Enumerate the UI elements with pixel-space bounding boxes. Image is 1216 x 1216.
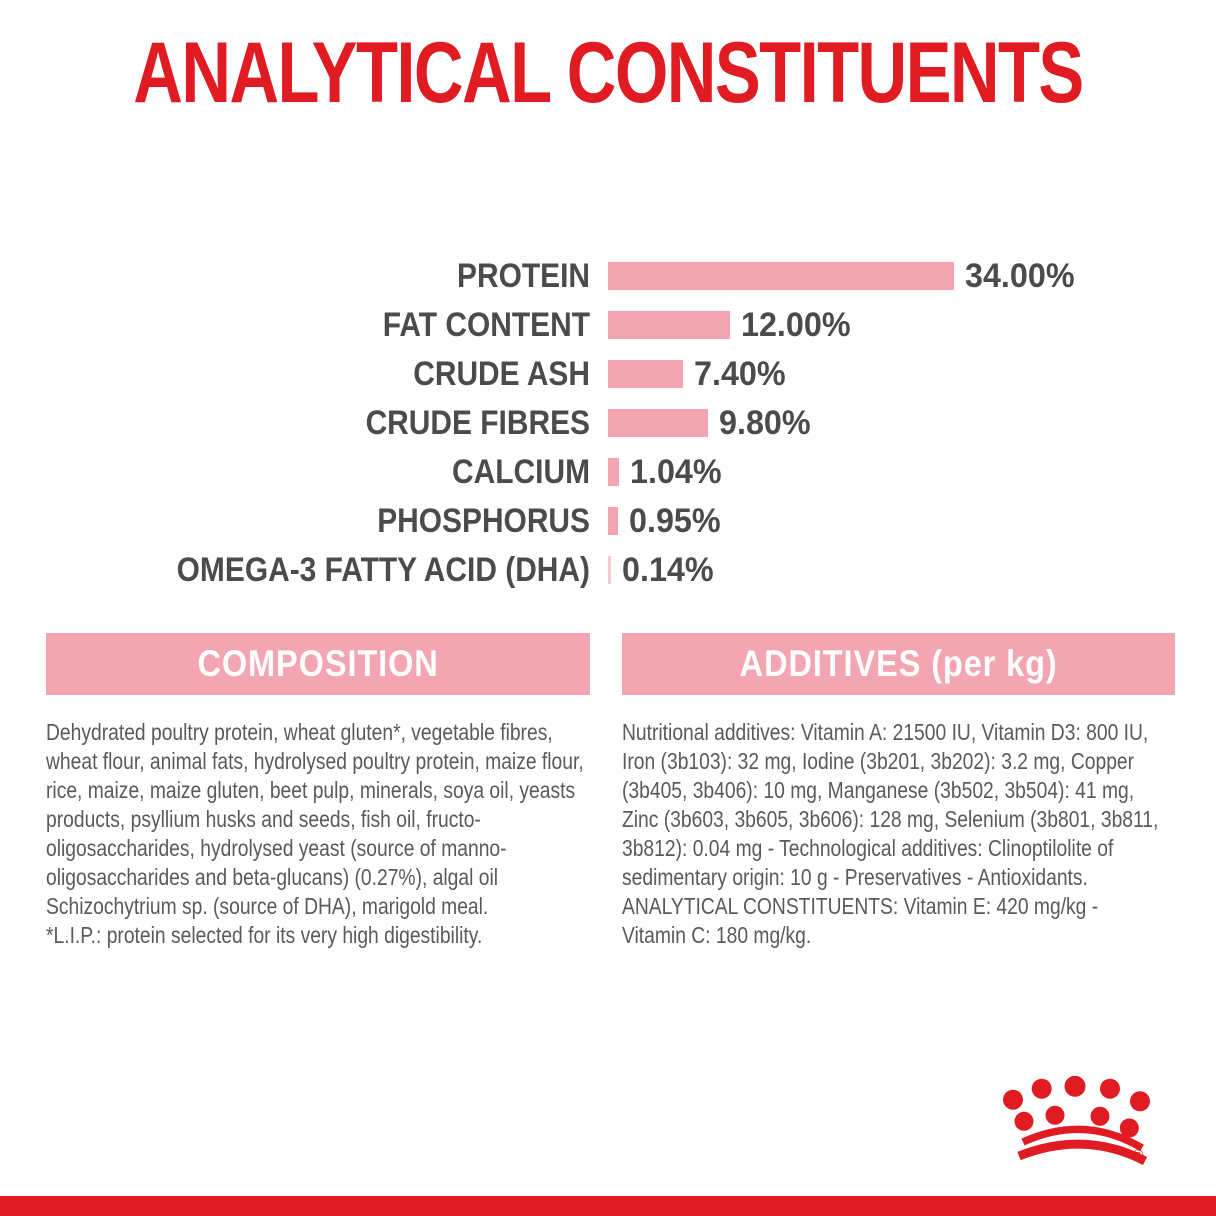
bar-chart-rows — [0, 256, 1120, 589]
chart-category-label: CALCIUM — [452, 452, 590, 491]
composition-header — [46, 633, 590, 695]
composition-body: Dehydrated poultry protein, wheat gluten*, vegetable fibres, wheat flour, animal fats, hydrolysed poultry protein, maize flour, rice, maize, maize gluten, beet pulp, minerals, soya oil, yeasts products, psyllium husks and seeds, fish oil, fructo-oligosaccharides, hydrolysed yeast (source of manno-oligosaccharides and beta-glucans) (0.27%), algal oil Schizochytrium sp. (source of DHA), marigold meal. — [46, 719, 584, 919]
chart-bar — [608, 311, 730, 339]
additives-body: Nutritional additives: Vitamin A: 21500 IU, Vitamin D3: 800 IU, Iron (3b103): 32 mg, Iodine (3b201, 3b202): 3.2 mg, Copper (3b405, 3b406): 10 mg, Manganese (3b502, 3b504): 41 mg, Zinc (3b603, 3b605, 3b606): 128 mg, Selenium (3b801, 3b811, 3b812): 0.04 mg - Technological additives: Clinoptilolite of sedimentary origin: 10 g - Preservatives - Antioxidants. — [622, 719, 1159, 890]
chart-value-label: 12.00% — [741, 305, 851, 344]
chart-category-label: FAT CONTENT — [382, 305, 590, 344]
chart-category-label: PHOSPHORUS — [377, 501, 590, 540]
chart-bar — [608, 458, 619, 486]
additives-analytical: ANALYTICAL CONSTITUENTS: Vitamin E: 420 mg/kg - Vitamin C: 180 mg/kg. — [622, 893, 1099, 948]
chart-row — [0, 501, 1120, 540]
chart-row — [0, 305, 1120, 344]
chart-value-label: 34.00% — [965, 256, 1075, 295]
chart-value-label: 9.80% — [718, 403, 811, 442]
chart-category-label: PROTEIN — [457, 256, 590, 295]
composition-section — [46, 633, 590, 950]
additives-section — [622, 633, 1175, 950]
chart-value-label: 0.95% — [628, 501, 721, 540]
composition-header-label: COMPOSITION — [197, 643, 439, 684]
chart-category-label: CRUDE FIBRES — [365, 403, 590, 442]
chart-row — [0, 256, 1120, 295]
additives-body-wrap — [622, 718, 1175, 950]
chart-bar — [608, 507, 618, 535]
bottom-red-bar — [0, 1196, 1216, 1216]
chart-row — [0, 354, 1120, 393]
registered-trademark-symbol: ® — [1132, 1147, 1144, 1164]
chart-value-label: 0.14% — [622, 550, 714, 589]
composition-note: *L.I.P.: protein selected for its very high digestibility. — [46, 922, 483, 948]
analytical-constituents-chart — [0, 256, 1120, 605]
chart-row — [0, 403, 1120, 442]
chart-category-label: CRUDE ASH — [413, 354, 590, 393]
composition-body-wrap — [46, 718, 590, 950]
chart-bar — [608, 556, 611, 584]
chart-category-label: OMEGA-3 FATTY ACID (DHA) — [176, 550, 590, 589]
chart-row — [0, 550, 1120, 589]
additives-header-label: ADDITIVES (per kg) — [739, 643, 1058, 684]
chart-bar — [608, 409, 708, 437]
info-sections — [46, 633, 1176, 950]
additives-header — [622, 633, 1175, 695]
chart-value-label: 7.40% — [694, 354, 786, 393]
chart-row — [0, 452, 1120, 491]
royal-canin-crown-logo — [1000, 1076, 1170, 1176]
page-title: ANALYTICAL CONSTITUENTS — [133, 25, 1083, 121]
chart-bar — [608, 262, 954, 290]
chart-value-label: 1.04% — [629, 452, 722, 491]
chart-bar — [608, 360, 683, 388]
